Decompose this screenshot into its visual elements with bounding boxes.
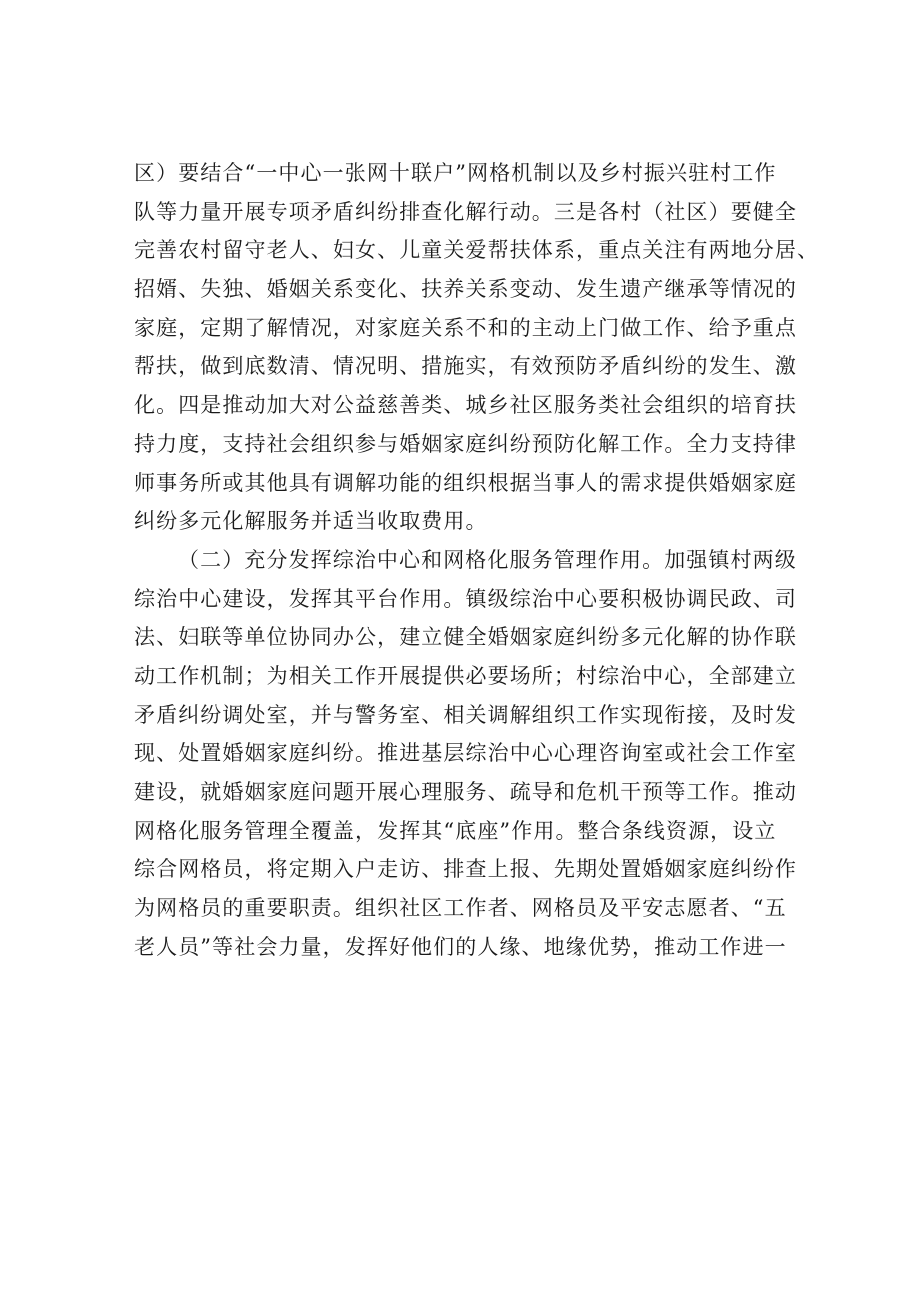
text-line: 完善农村留守老人、妇女、儿童关爱帮扶体系，重点关注有两地分居、 (134, 238, 820, 263)
text-line: 化。四是推动加大对公益慈善类、城乡社区服务类社会组织的培育扶 (134, 393, 797, 418)
text-line: 网格化服务管理全覆盖，发挥其“底座”作用。整合条线资源，设立 (134, 818, 777, 843)
text-line: 招婿、失独、婚姻关系变化、扶养关系变动、发生遗产继承等情况的 (134, 277, 797, 302)
paragraph-1 (134, 154, 820, 541)
text-line: 队等力量开展专项矛盾纠纷排查化解行动。三是各村（社区）要健全 (134, 199, 797, 224)
paragraph-2 (134, 541, 797, 967)
body-text (134, 154, 820, 966)
text-line: 为网格员的重要职责。组织社区工作者、网格员及平安志愿者、“五 (134, 896, 787, 921)
text-line: 纠纷多元化解服务并适当收取费用。 (134, 509, 488, 534)
text-line: 综合网格员，将定期入户走访、排查上报、先期处置婚姻家庭纠纷作 (134, 857, 797, 882)
text-line: 老人员”等社会力量，发挥好他们的人缘、地缘优势，推动工作进一 (134, 934, 787, 959)
text-line: 家庭，定期了解情况，对家庭关系不和的主动上门做工作、给予重点 (134, 315, 797, 340)
text-line: 区）要结合“一中心一张网十联户”网格机制以及乡村振兴驻村工作 (134, 161, 777, 185)
text-line: 法、妇联等单位协同办公，建立健全婚姻家庭纠纷多元化解的协作联 (134, 625, 797, 650)
text-line: 现、处置婚姻家庭纠纷。推进基层综治中心心理咨询室或社会工作室 (134, 741, 797, 766)
text-line: 师事务所或其他具有调解功能的组织根据当事人的需求提供婚姻家庭 (134, 470, 797, 495)
text-line: （二）充分发挥综治中心和网格化服务管理作用。加强镇村两级 (178, 547, 797, 572)
text-line: 持力度，支持社会组织参与婚姻家庭纠纷预防化解工作。全力支持律 (134, 431, 797, 456)
text-line: 综治中心建设，发挥其平台作用。镇级综治中心要积极协调民政、司 (134, 586, 797, 611)
text-line: 动工作机制；为相关工作开展提供必要场所；村综治中心，全部建立 (134, 663, 797, 688)
text-line: 帮扶，做到底数清、情况明、措施实，有效预防矛盾纠纷的发生、激 (134, 354, 797, 379)
text-line: 建设，就婚姻家庭问题开展心理服务、疏导和危机干预等工作。推动 (134, 780, 797, 804)
text-line: 矛盾纠纷调处室，并与警务室、相关调解组织工作实现衔接，及时发 (134, 702, 797, 727)
